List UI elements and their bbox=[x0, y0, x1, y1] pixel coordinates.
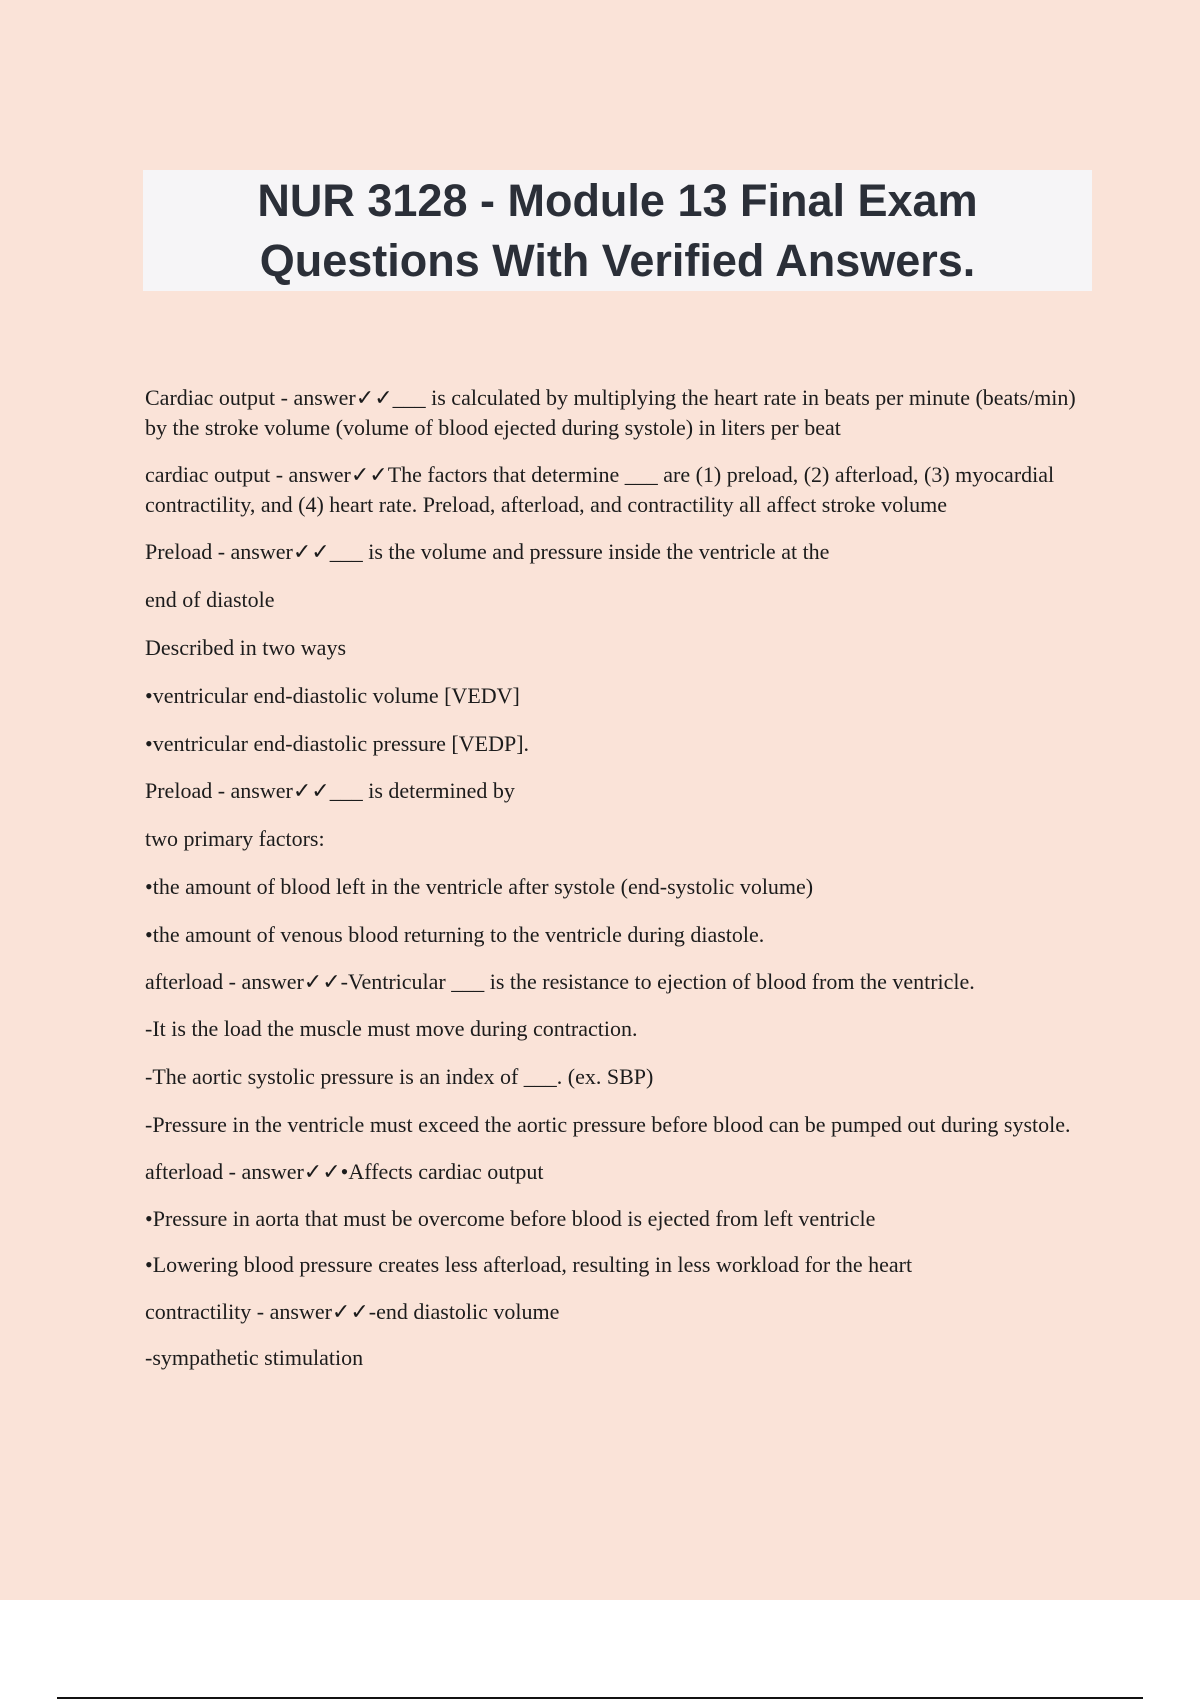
footer-divider bbox=[57, 1697, 1143, 1699]
paragraph-contractility: contractility - answer✓✓-end diastolic volume bbox=[145, 1299, 560, 1324]
bullet-item: •ventricular end-diastolic volume [VEDV] bbox=[145, 683, 520, 708]
bullet-item: •ventricular end-diastolic pressure [VEDP]. bbox=[145, 731, 530, 756]
paragraph-line: -The aortic systolic pressure is an index of ___. (ex. SBP) bbox=[145, 1064, 654, 1089]
paragraph-afterload-definition: afterload - answer✓✓-Ventricular ___ is the resistance to ejection of blood from the ventricle. bbox=[145, 969, 975, 994]
paragraph-preload-determined: Preload - answer✓✓___ is determined by bbox=[145, 778, 515, 803]
document-title-box bbox=[143, 170, 1092, 291]
paragraph-cardiac-output-definition: Cardiac output - answer✓✓___ is calculated by multiplying the heart rate in beats per minute (beats/min) by the stroke volume (volume of blood ejected during systole) in liters per beat bbox=[145, 385, 1076, 440]
document-body bbox=[145, 383, 1090, 1373]
paragraph-cardiac-output-factors: cardiac output - answer✓✓The factors that determine ___ are (1) preload, (2) afterload, (3) myocardial contractility, and (4) heart rate. Preload, afterload, and contractility all affect stroke volume bbox=[145, 462, 1055, 517]
paragraph-afterload-effects: afterload - answer✓✓•Affects cardiac output bbox=[145, 1159, 544, 1184]
paragraph-line: -Pressure in the ventricle must exceed the aortic pressure before blood can be pumped out during systole. bbox=[145, 1112, 1071, 1137]
document-title-line-2: Questions With Verified Answers. bbox=[259, 234, 976, 286]
bullet-item: •the amount of blood left in the ventricle after systole (end-systolic volume) bbox=[145, 874, 814, 899]
paragraph-line: -It is the load the muscle must move during contraction. bbox=[145, 1016, 638, 1041]
paragraph-line: end of diastole bbox=[145, 587, 275, 612]
paragraph-line: -sympathetic stimulation bbox=[145, 1345, 364, 1370]
bullet-item: •the amount of venous blood returning to the ventricle during diastole. bbox=[145, 922, 765, 947]
paragraph-preload-definition: Preload - answer✓✓___ is the volume and pressure inside the ventricle at the bbox=[145, 539, 830, 564]
paragraph-line: Described in two ways bbox=[145, 635, 347, 660]
bullet-item: •Lowering blood pressure creates less afterload, resulting in less workload for the heart bbox=[145, 1252, 913, 1277]
document-title-line-1: NUR 3128 - Module 13 Final Exam bbox=[257, 174, 978, 226]
bullet-item: •Pressure in aorta that must be overcome before blood is ejected from left ventricle bbox=[145, 1206, 876, 1231]
paragraph-line: two primary factors: bbox=[145, 826, 325, 851]
